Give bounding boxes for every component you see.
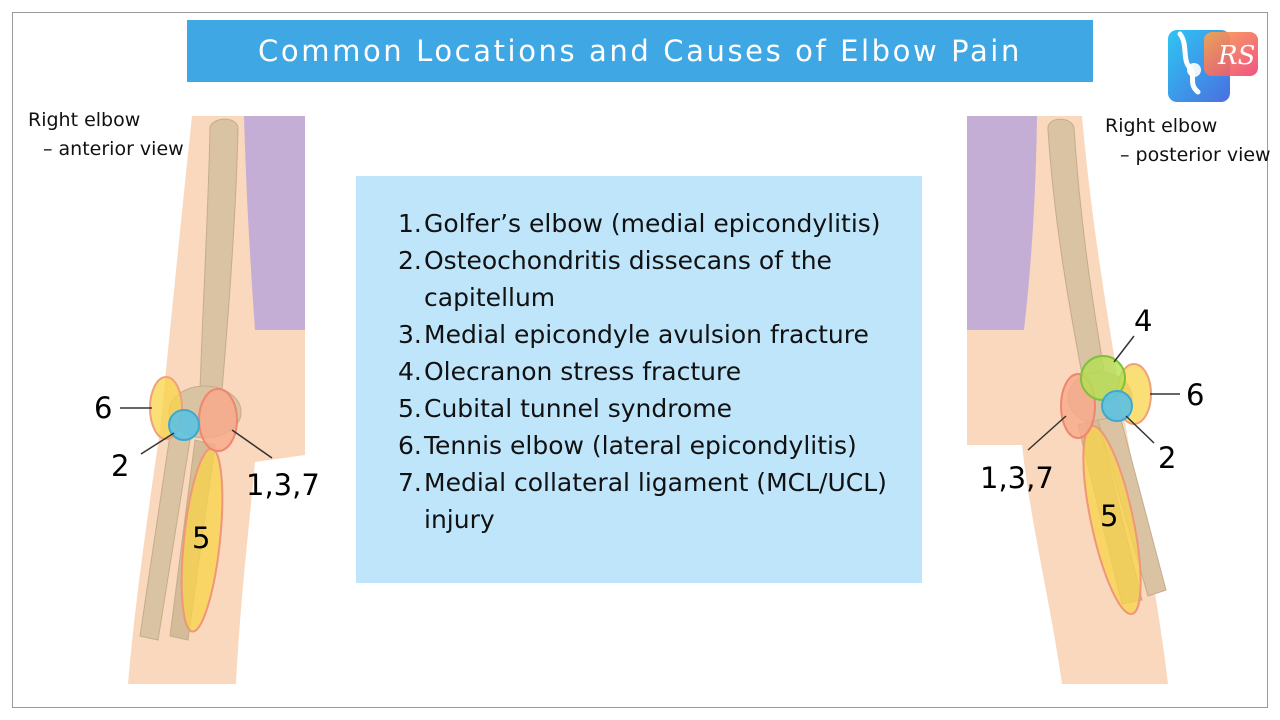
list-item-text: Osteochondritis dissecans of the capitellum — [424, 246, 832, 312]
anterior-zone-2 — [169, 410, 199, 440]
list-item-text: Medial epicondyle avulsion fracture — [424, 320, 869, 349]
posterior-view-label-line1: Right elbow — [1105, 115, 1218, 137]
page-title: Common Locations and Causes of Elbow Pain — [258, 34, 1022, 68]
anterior-marker-6: 6 — [94, 391, 113, 425]
list-item — [398, 464, 908, 538]
anterior-view-label-line2: – anterior view — [43, 138, 184, 160]
posterior-marker-5: 5 — [1100, 499, 1119, 533]
list-item-text: Olecranon stress fracture — [424, 357, 742, 386]
list-item-number: 2. — [398, 246, 422, 275]
anterior-marker-5: 5 — [192, 521, 211, 555]
anterior-torso-shirt — [244, 116, 305, 330]
anterior-marker-2: 2 — [111, 449, 130, 483]
list-item-number: 1. — [398, 209, 422, 238]
anterior-elbow-illustration — [94, 116, 320, 684]
anterior-marker-137: 1,3,7 — [246, 468, 320, 502]
list-item-number: 7. — [398, 468, 422, 497]
list-item-number: 6. — [398, 431, 422, 460]
posterior-leader-4 — [1114, 336, 1134, 362]
posterior-torso-shirt — [967, 116, 1037, 330]
posterior-marker-4: 4 — [1134, 304, 1153, 338]
list-item — [398, 390, 908, 427]
list-item-text: Cubital tunnel syndrome — [424, 394, 733, 423]
list-item-number: 3. — [398, 320, 422, 349]
list-item — [398, 316, 908, 353]
anterior-view-label-line1: Right elbow — [28, 109, 141, 131]
posterior-marker-2: 2 — [1158, 441, 1177, 475]
list-item-number: 5. — [398, 394, 422, 423]
list-item — [398, 242, 908, 316]
list-item-text: Tennis elbow (lateral epicondylitis) — [424, 431, 857, 460]
list-item-text: Golfer’s elbow (medial epicondylitis) — [424, 209, 881, 238]
posterior-elbow-illustration — [967, 116, 1204, 684]
list-item — [398, 427, 908, 464]
posterior-marker-137: 1,3,7 — [980, 461, 1054, 495]
list-item — [398, 353, 908, 390]
posterior-view-label-line2: – posterior view — [1120, 144, 1271, 166]
causes-list — [398, 205, 908, 538]
list-item — [398, 205, 908, 242]
logo-text: RS — [1218, 41, 1256, 71]
posterior-marker-6: 6 — [1186, 378, 1205, 412]
anterior-zone-137 — [199, 389, 237, 451]
list-item-number: 4. — [398, 357, 422, 386]
list-item-text: Medial collateral ligament (MCL/UCL) injury — [424, 468, 887, 534]
